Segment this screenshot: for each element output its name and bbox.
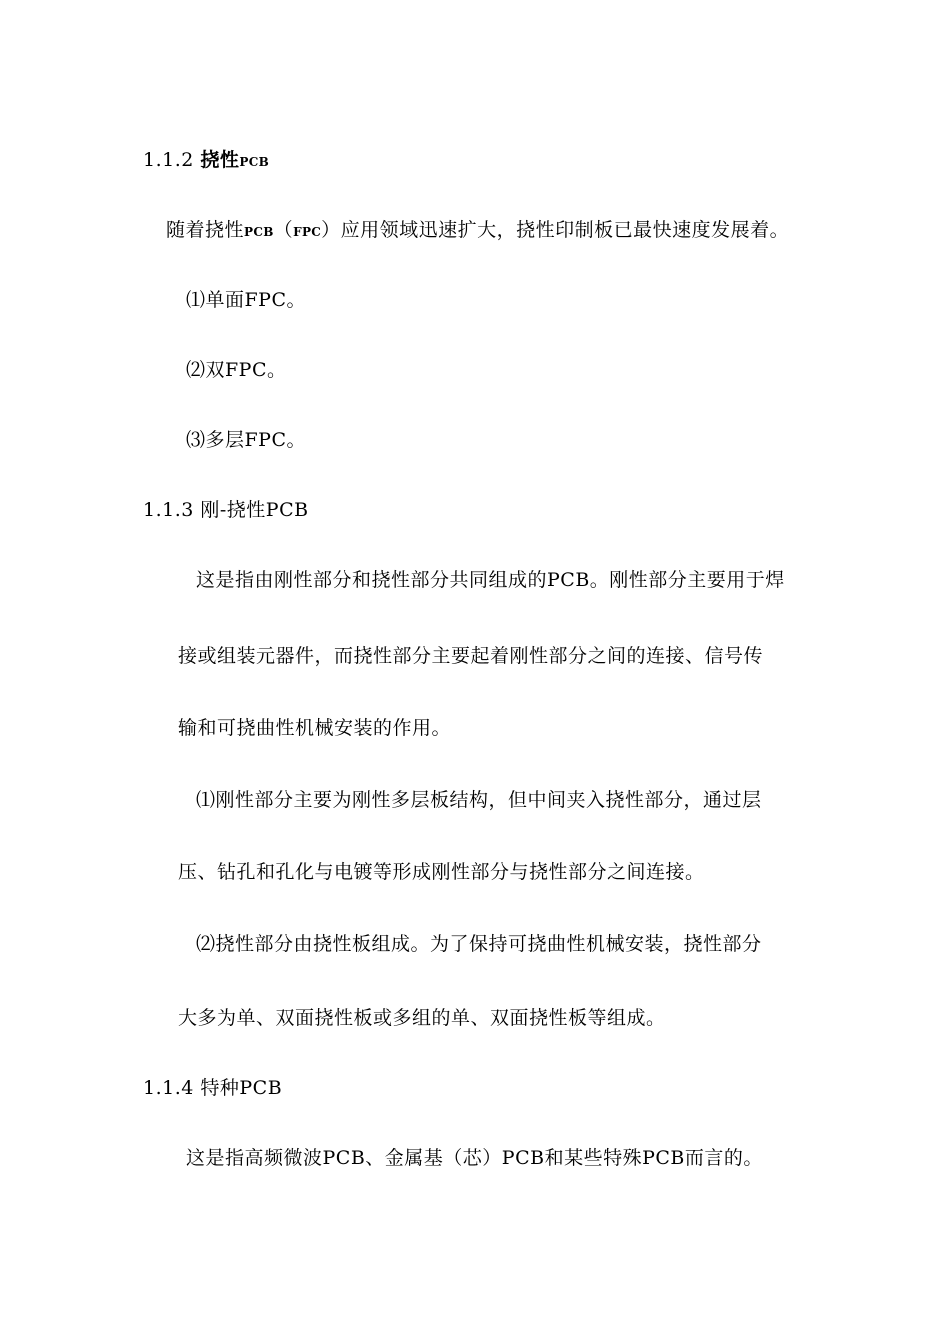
intro-text-c: （ [273, 219, 294, 241]
paragraph-line: 大多为单、双面挠性板或多组的单、双面挠性板等组成。 [178, 1007, 666, 1029]
paragraph-line: 这是指由刚性部分和挠性部分共同组成的PCB。刚性部分主要用于焊 [196, 569, 785, 591]
list-item: ⑴单面FPC。 [186, 289, 307, 311]
paragraph-line: 输和可挠曲性机械安装的作用。 [178, 717, 452, 739]
section-heading-1-1-2 [143, 148, 269, 174]
paragraph-line: 压、钻孔和孔化与电镀等形成刚性部分与挠性部分之间连接。 [178, 861, 705, 883]
paragraph-line: ⑴刚性部分主要为刚性多层板结构，但中间夹入挠性部分，通过层 [196, 789, 762, 811]
section-heading-1-1-3: 1.1.3 刚-挠性PCB [143, 499, 309, 521]
intro-text-d: FPC [293, 225, 322, 239]
intro-text-b: PCB [244, 225, 274, 239]
paragraph-line: ⑵挠性部分由挠性板组成。为了保持可挠曲性机械安装，挠性部分 [196, 933, 762, 955]
section-heading-1-1-4: 1.1.4 特种PCB [143, 1077, 283, 1099]
intro-text-a: 随着挠性 [166, 219, 245, 241]
list-item: ⑶多层FPC。 [186, 429, 307, 451]
paragraph-line: 接或组装元器件，而挠性部分主要起着刚性部分之间的连接、信号传 [178, 645, 764, 667]
heading-number: 1.1.2 [143, 149, 194, 171]
intro-text-e: ）应用领域迅速扩大，挠性印制板已最快速度发展着。 [321, 219, 790, 241]
list-item: ⑵双FPC。 [186, 359, 287, 381]
paragraph-line: 这是指高频微波PCB、金属基（芯）PCB和某些特殊PCB而言的。 [186, 1147, 763, 1169]
intro-paragraph [166, 218, 789, 244]
heading-suffix: PCB [239, 155, 270, 169]
heading-text: 挠性 [200, 149, 240, 171]
